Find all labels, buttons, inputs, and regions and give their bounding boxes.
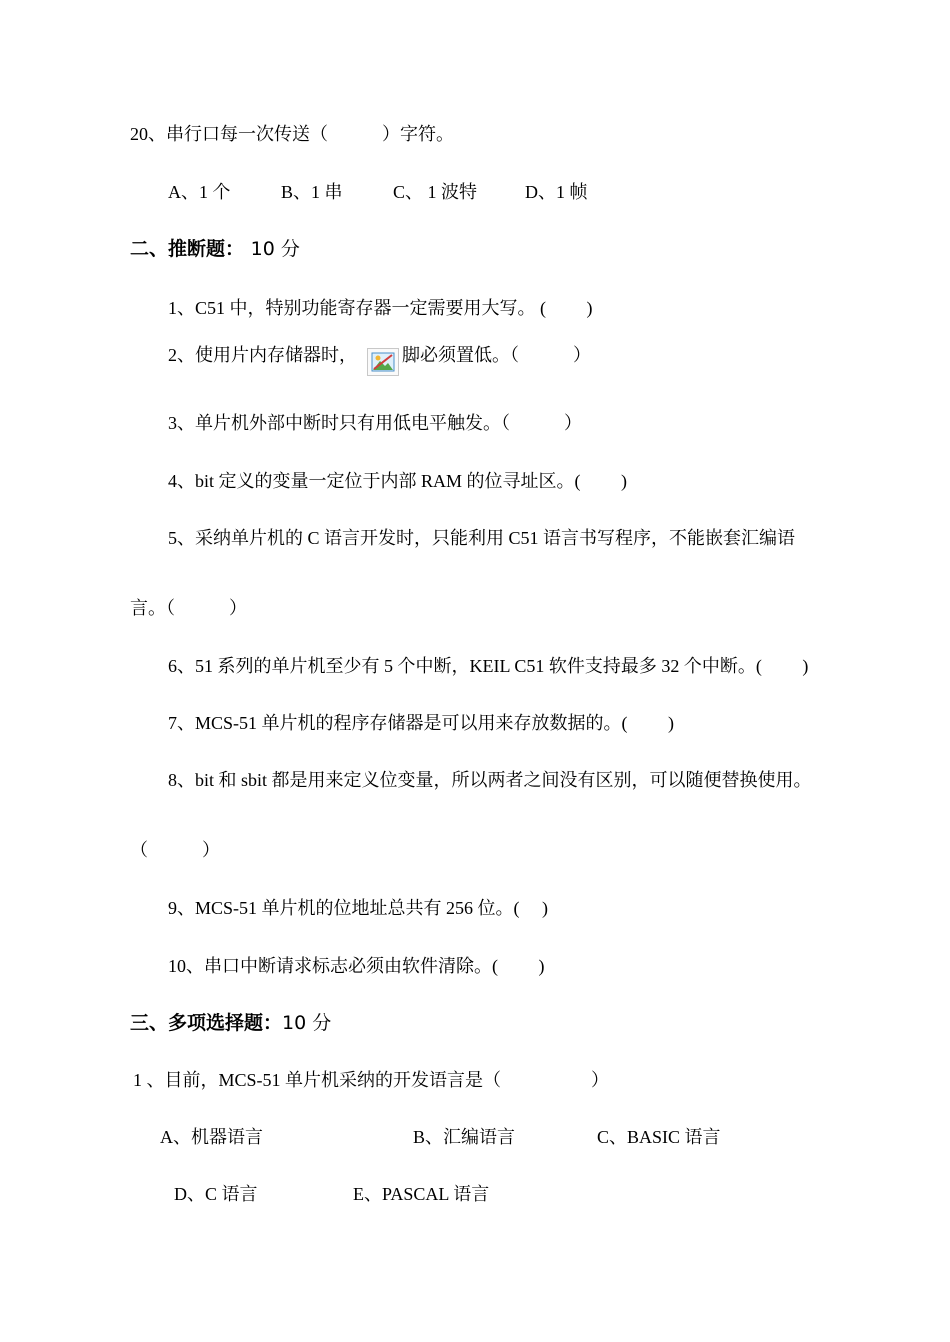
judge-item-3: 3、单片机外部中断时只有用低电平触发。（ ） — [168, 413, 582, 433]
judge-item-8: 8、bit 和 sbit 都是用来定义位变量，所以两者之间没有区别，可以随便替换使用。 — [168, 770, 812, 790]
multi-q1-option-d: D、C 语言 — [174, 1184, 258, 1204]
judge-item-2-part2: 脚必须置低。（ ） — [402, 345, 591, 365]
broken-image-placeholder — [367, 348, 399, 376]
multi-q1-option-a: A、机器语言 — [160, 1127, 263, 1147]
multi-q1-option-b: B、汇编语言 — [413, 1127, 516, 1147]
q20-option-b: B、1 串 — [281, 182, 343, 202]
judge-item-9: 9、MCS-51 单片机的位地址总共有 256 位。( ) — [168, 898, 549, 918]
q20-option-d: D、1 帧 — [525, 182, 588, 202]
multi-q1-stem: 1 、目前，MCS-51 单片机采纳的开发语言是（ ） — [133, 1070, 610, 1090]
section2-heading — [130, 237, 300, 261]
judge-item-10: 10、串口中断请求标志必须由软件清除。( ) — [168, 956, 545, 976]
q20-option-c: C、 1 波特 — [393, 182, 478, 202]
section3-title: 三、多项选择题： — [130, 1012, 283, 1034]
judge-item-6: 6、51 系列的单片机至少有 5 个中断，KEIL C51 软件支持最多 32 个中断。( ) — [168, 656, 809, 676]
multi-q1-option-c: C、BASIC 语言 — [597, 1127, 721, 1147]
judge-item-2-part1: 2、使用片内存储器时， — [168, 345, 357, 365]
judge-item-5-cont: 言。（ ） — [130, 598, 247, 618]
section3-heading — [130, 1011, 331, 1035]
q20-stem: 20、串行口每一次传送（ ）字符。 — [130, 124, 454, 144]
judge-item-5: 5、采纳单片机的 C 语言开发时，只能利用 C51 语言书写程序，不能嵌套汇编语 — [168, 528, 796, 548]
judge-item-8-cont: （ ） — [130, 840, 220, 860]
judge-item-1: 1、C51 中，特别功能寄存器一定需要用大写。 ( ) — [168, 298, 593, 318]
section2-score: 10 分 — [250, 238, 300, 260]
broken-image-icon — [371, 352, 395, 372]
judge-item-7: 7、MCS-51 单片机的程序存储器是可以用来存放数据的。( ) — [168, 713, 675, 733]
judge-item-4: 4、bit 定义的变量一定位于内部 RAM 的位寻址区。( ) — [168, 471, 627, 491]
multi-q1-option-e: E、PASCAL 语言 — [353, 1184, 490, 1204]
section2-title: 二、推断题： — [130, 238, 245, 260]
section3-score: 10 分 — [282, 1012, 332, 1034]
q20-option-a: A、1 个 — [168, 182, 231, 202]
